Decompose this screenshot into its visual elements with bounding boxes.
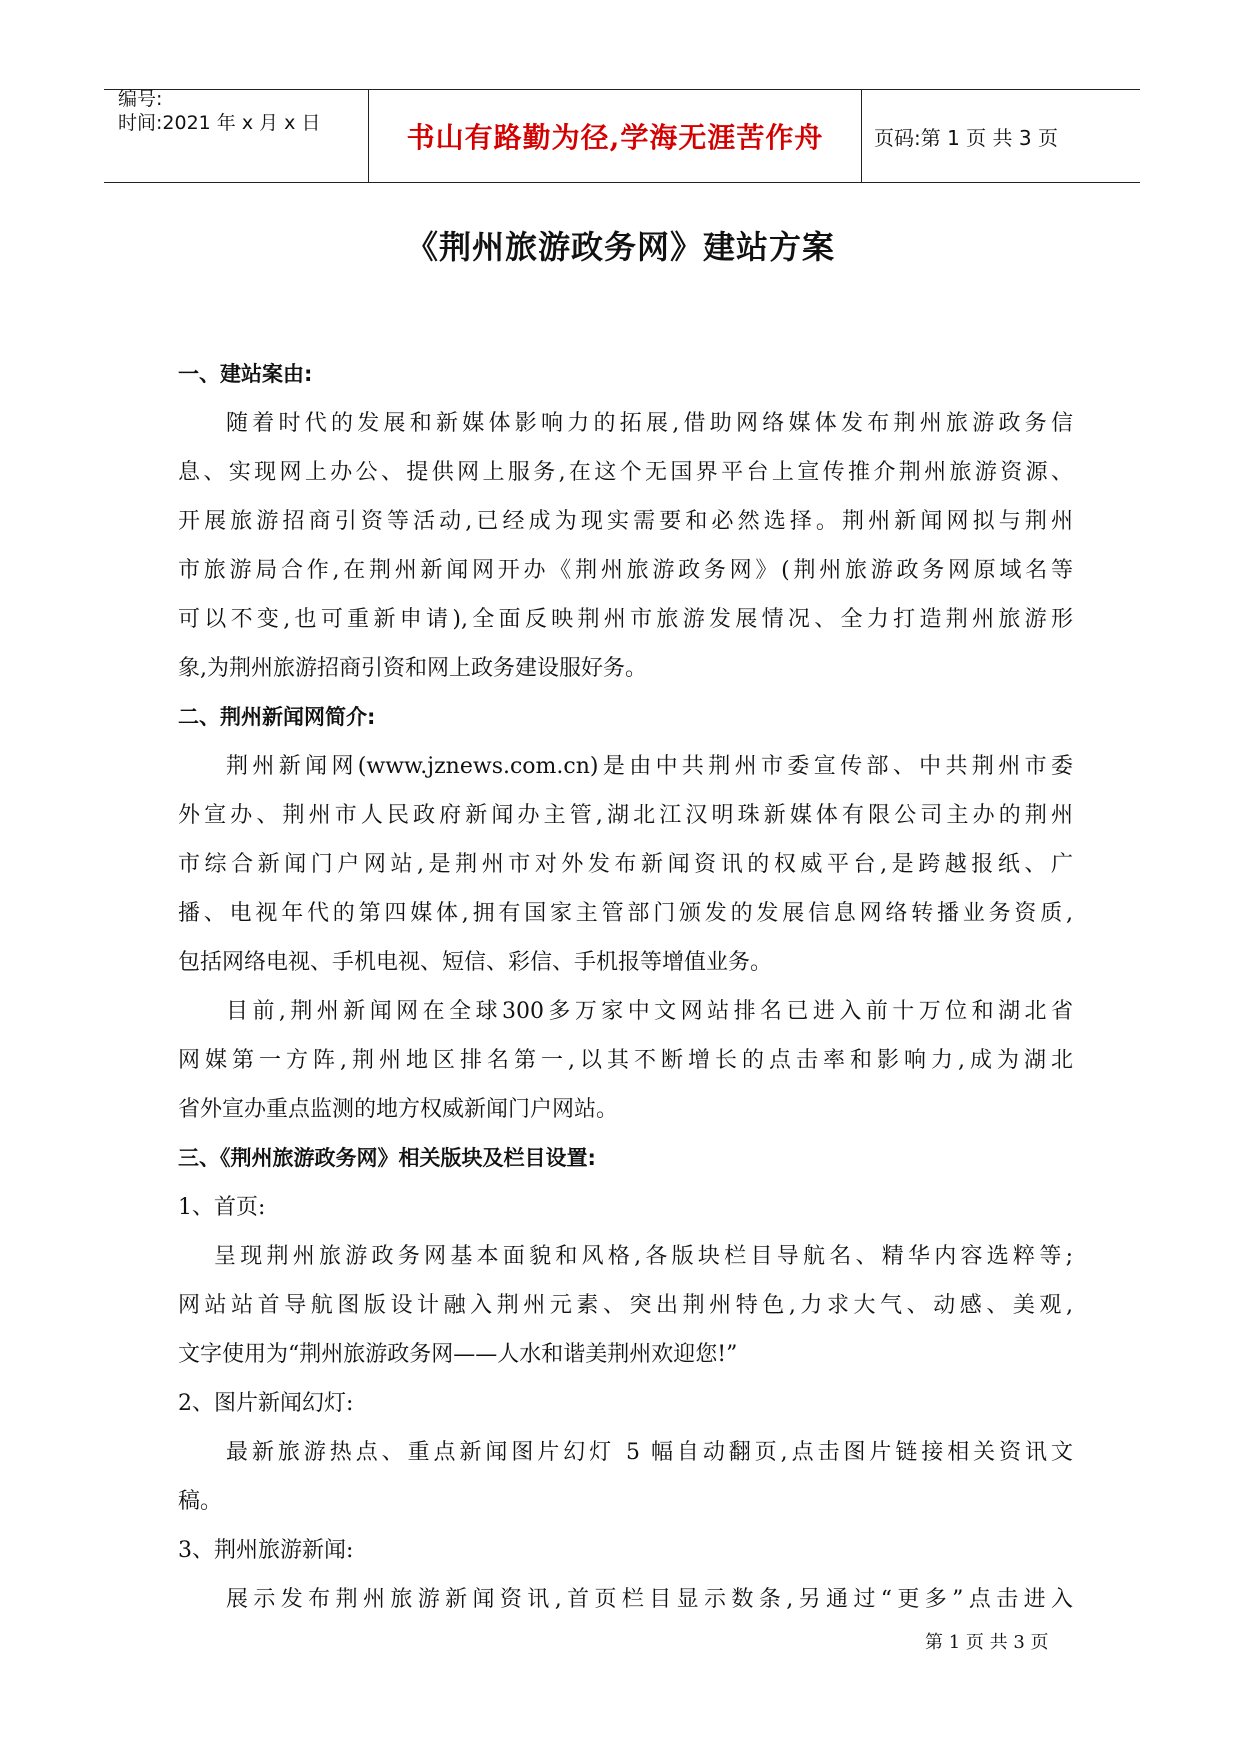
header-page-cell (860, 90, 1140, 182)
text-line: 稿。 (178, 1489, 223, 1514)
text-line: 省外宣办重点监测的地方权威新闻门户网站。 (178, 1097, 619, 1122)
text-line: 象,为荆州旅游招商引资和网上政务建设服好务。 (178, 656, 647, 681)
text-line: 息、实现网上办公、提供网上服务,在这个无国界平台上宣传推介荆州旅游资源、 (178, 460, 1073, 485)
text-line: 网媒第一方阵,荆州地区排名第一,以其不断增长的点击率和影响力,成为湖北 (178, 1048, 1073, 1073)
page-footer: 第 1 页 共 3 页 (925, 1632, 1049, 1653)
text-line: 包括网络电视、手机电视、短信、彩信、手机报等增值业务。 (178, 950, 773, 975)
text-line: 3、荆州旅游新闻: (178, 1538, 354, 1563)
text-line: 市旅游局合作,在荆州新闻网开办《荆州旅游政务网》(荆州旅游政务网原域名等 (178, 558, 1073, 583)
document-body (178, 350, 1073, 1624)
section-heading: 三、《荆州旅游政务网》相关版块及栏目设置: (178, 1146, 596, 1170)
document-header (104, 89, 1140, 183)
section-heading: 一、建站案由: (178, 362, 313, 386)
text-line: 文字使用为“荆州旅游政务网——人水和谐美荆州欢迎您!” (178, 1342, 738, 1367)
header-motto: 书山有路勤为径,学海无涯苦作舟 (406, 121, 824, 154)
text-line: 1、首页: (178, 1195, 266, 1220)
document-number-label: 编号: (118, 88, 163, 110)
text-line: 播、电视年代的第四媒体,拥有国家主管部门颁发的发展信息网络转播业务资质, (178, 901, 1073, 926)
document-title: 《荆州旅游政务网》建站方案 (405, 228, 835, 266)
text-line: 可以不变,也可重新申请),全面反映荆州市旅游发展情况、全力打造荆州旅游形 (178, 607, 1073, 632)
text-line: 展示发布荆州旅游新闻资讯,首页栏目显示数条,另通过“更多”点击进入 (226, 1587, 1073, 1612)
text-line: 目前,荆州新闻网在全球300多万家中文网站排名已进入前十万位和湖北省 (226, 999, 1073, 1024)
text-line: 开展旅游招商引资等活动,已经成为现实需要和必然选择。荆州新闻网拟与荆州 (178, 509, 1073, 534)
text-line: 外宣办、荆州市人民政府新闻办主管,湖北江汉明珠新媒体有限公司主办的荆州 (178, 803, 1073, 828)
text-line: 呈现荆州旅游政务网基本面貌和风格,各版块栏目导航名、精华内容选粹等; (214, 1244, 1073, 1269)
text-line: 2、图片新闻幻灯: (178, 1391, 354, 1416)
header-page-info: 页码:第 1 页 共 3 页 (874, 125, 1058, 150)
text-line: 市综合新闻门户网站,是荆州市对外发布新闻资讯的权威平台,是跨越报纸、广 (178, 852, 1073, 877)
section-heading: 二、荆州新闻网简介: (178, 705, 376, 729)
text-line: 随着时代的发展和新媒体影响力的拓展,借助网络媒体发布荆州旅游政务信 (226, 411, 1073, 436)
header-meta (104, 90, 368, 182)
text-line: 荆州新闻网(www.jznews.com.cn)是由中共荆州市委宣传部、中共荆州市委 (226, 754, 1073, 779)
text-line: 最新旅游热点、重点新闻图片幻灯 5 幅自动翻页,点击图片链接相关资讯文 (226, 1440, 1073, 1465)
text-line: 网站站首导航图版设计融入荆州元素、突出荆州特色,力求大气、动感、美观, (178, 1293, 1073, 1318)
header-motto-cell (368, 90, 862, 182)
document-time-label: 时间:2021 年 x 月 x 日 (118, 112, 321, 134)
